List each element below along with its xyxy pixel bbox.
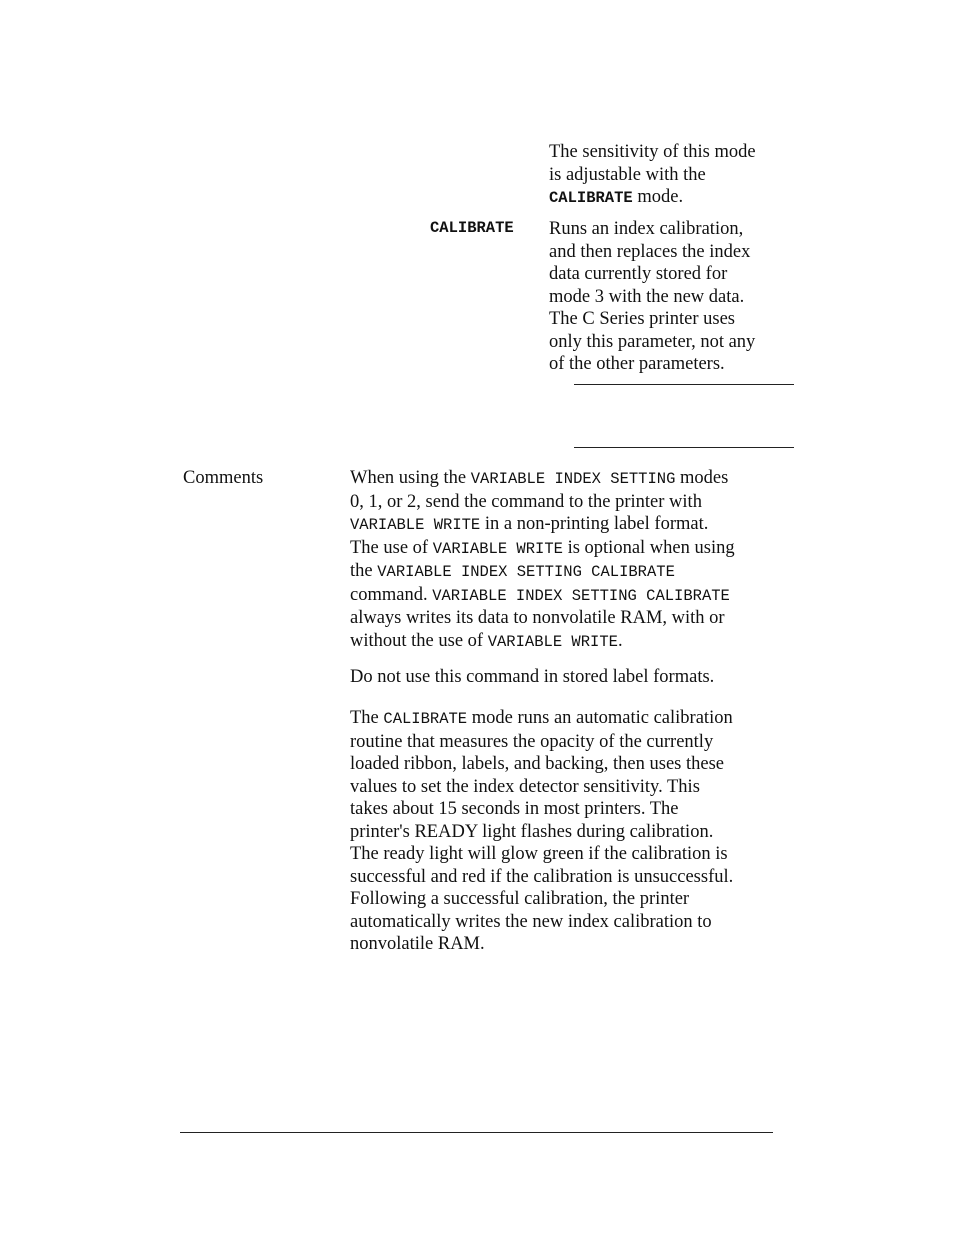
comments-paragraph-2: Do not use this command in stored label formats. <box>350 667 715 687</box>
para3-line: successful and red if the calibration is unsuccessful. <box>350 866 734 887</box>
para1-line <box>350 467 800 491</box>
code: VARIABLE INDEX SETTING CALIBRATE <box>432 586 730 605</box>
para3-line: nonvolatile RAM. <box>350 934 485 954</box>
para3-line: takes about 15 seconds in most printers. The <box>350 799 679 819</box>
section-rule <box>574 447 794 448</box>
para1-line <box>350 630 800 654</box>
row2-line: Runs an index calibration, <box>549 219 744 239</box>
text: The <box>350 708 384 728</box>
row1-suffix: mode. <box>632 187 684 207</box>
para3-line: printer's READY light flashes during calibration. <box>350 821 714 842</box>
row2-parameter: CALIBRATE <box>430 219 514 237</box>
para1-line <box>350 584 800 608</box>
para3-line <box>350 707 800 731</box>
para1-line: always writes its data to nonvolatile RAM, with or <box>350 608 725 628</box>
code: VARIABLE WRITE <box>487 632 618 651</box>
row2-line: only this parameter, not any <box>549 331 756 352</box>
text: When using the <box>350 468 471 488</box>
para3-line: routine that measures the opacity of the currently <box>350 731 714 752</box>
text: is optional when using <box>562 537 735 558</box>
row2-description <box>549 218 799 376</box>
row1-line <box>549 186 799 210</box>
para1-line <box>350 513 800 537</box>
para3-line: automatically writes the new index calibration to <box>350 911 712 932</box>
para1-line <box>350 537 800 561</box>
text: without the use of <box>350 630 488 651</box>
comments-paragraph-1 <box>350 467 800 653</box>
para3-line: Following a successful calibration, the printer <box>350 889 690 909</box>
code: VARIABLE WRITE <box>350 516 481 534</box>
row1-description <box>549 141 799 210</box>
row2-line: and then replaces the index <box>549 241 751 262</box>
para3-line: loaded ribbon, labels, and backing, then uses these <box>350 754 725 774</box>
text: mode runs an automatic calibration <box>467 708 733 728</box>
row2-line: data currently stored for <box>549 264 728 284</box>
row1-line: is adjustable with the <box>549 164 706 185</box>
text: the <box>350 561 378 581</box>
row2-line: mode 3 with the new data. <box>549 286 745 307</box>
code: CALIBRATE <box>383 710 468 728</box>
code-calibrate: CALIBRATE <box>549 189 633 207</box>
comments-paragraph-3 <box>350 707 800 956</box>
para1-line <box>350 560 800 584</box>
comments-label: Comments <box>183 468 264 488</box>
footer-rule <box>180 1132 773 1133</box>
code: VARIABLE WRITE <box>432 539 563 558</box>
para3-line: values to set the index detector sensitivity. This <box>350 776 700 797</box>
text: modes <box>675 468 729 488</box>
table-end-rule <box>574 384 794 385</box>
code: VARIABLE INDEX SETTING <box>470 470 676 488</box>
text: command. <box>350 584 433 605</box>
row1-line: The sensitivity of this mode <box>549 142 756 162</box>
text: . <box>617 630 623 651</box>
para3-line: The ready light will glow green if the calibration is <box>350 844 728 864</box>
text: in a non-printing label format. <box>480 514 709 534</box>
row2-line: of the other parameters. <box>549 354 725 374</box>
text: The use of <box>350 537 433 558</box>
code: VARIABLE INDEX SETTING CALIBRATE <box>377 563 675 581</box>
para1-line: 0, 1, or 2, send the command to the printer with <box>350 491 702 512</box>
row2-line: The C Series printer uses <box>549 309 735 329</box>
